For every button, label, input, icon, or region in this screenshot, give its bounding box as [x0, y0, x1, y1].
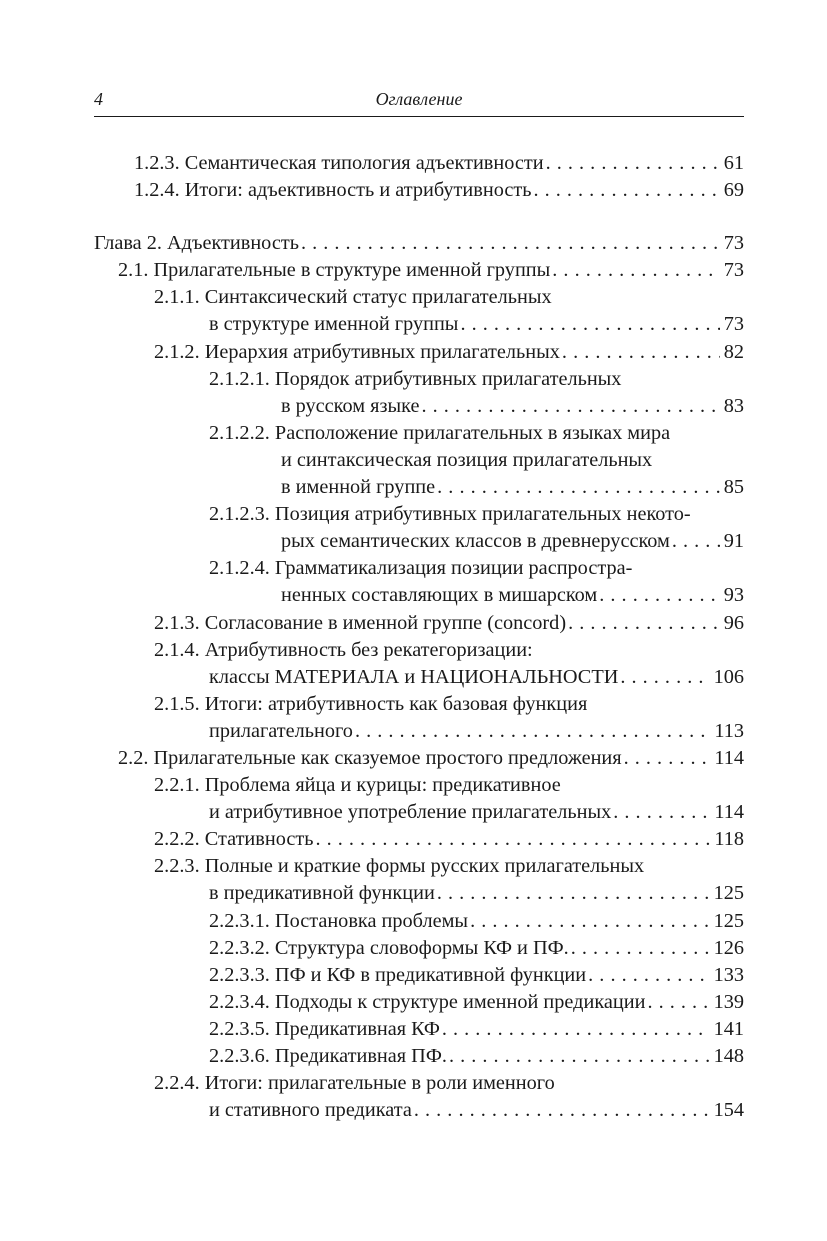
leader-dots	[531, 177, 719, 204]
leader-dots	[645, 989, 709, 1016]
toc-entry-title: в именной группе	[281, 476, 436, 499]
toc-entry-text	[281, 582, 597, 609]
toc-entry-title: Иерархия атрибутивных прилагательных	[204, 340, 560, 363]
toc-entry-title: в русском языке	[281, 394, 420, 417]
toc-entry	[94, 610, 744, 637]
leader-dots	[435, 474, 720, 501]
toc-entry-text	[209, 880, 435, 907]
toc-entry	[94, 826, 744, 853]
toc-page-number: 141	[713, 1017, 744, 1040]
toc-entry-title: Позиция атрибутивных прилагательных некото-	[274, 503, 691, 526]
toc-entry-title: Синтаксический статус прилагательных	[204, 286, 552, 309]
toc-page-number: 91	[723, 530, 744, 553]
toc-entry-title: Согласование в именной группе (concord)	[204, 611, 567, 634]
toc-page-number: 125	[713, 882, 744, 905]
toc-page-number: 73	[723, 313, 744, 336]
toc-entry-title: ненных составляющих в мишарском	[281, 584, 598, 607]
toc-entry	[94, 908, 744, 935]
toc-page-number: 83	[723, 394, 744, 417]
toc-entry-text	[209, 664, 618, 691]
toc-entry-number: 2.1.1.	[154, 286, 200, 309]
toc-entry-title: Адъективность	[167, 232, 299, 255]
toc-page-number: 114	[714, 801, 744, 824]
toc-entry-text	[209, 422, 670, 444]
toc-entry-text	[154, 610, 566, 637]
leader-dots	[618, 664, 709, 691]
leader-dots	[544, 150, 720, 177]
toc-page-number: 69	[723, 179, 744, 202]
toc-entry-number: 1.2.3.	[134, 152, 180, 174]
toc-entry-title: Итоги: атрибутивность как базовая функция	[204, 692, 588, 715]
leader-dots	[447, 1043, 710, 1070]
toc-entry-number: Глава 2.	[94, 232, 162, 255]
toc-entry-text	[209, 368, 621, 390]
toc-entry	[94, 501, 744, 555]
toc-entry-number: 2.1.2.2.	[209, 421, 270, 444]
toc-entry	[94, 691, 744, 745]
toc-entry	[94, 150, 744, 177]
toc-entry-number: 2.2.2.	[154, 828, 200, 851]
leader-dots	[597, 582, 719, 609]
leader-dots	[586, 962, 709, 989]
toc-page-number: 73	[723, 259, 744, 282]
leader-dots	[560, 339, 720, 366]
toc-page-number: 61	[723, 152, 744, 174]
toc-entry-number: 2.1.2.1.	[209, 367, 270, 390]
toc-entry-text	[154, 855, 644, 877]
toc-entry	[94, 257, 744, 284]
toc-page-number: 113	[714, 719, 744, 742]
toc-entry-title: Предикативная ПФ.	[274, 1045, 447, 1067]
toc-page-number: 133	[713, 963, 744, 986]
running-title: Оглавление	[375, 89, 463, 109]
leader-dots	[412, 1097, 710, 1124]
toc-entry-number: 2.1.	[118, 259, 149, 282]
toc-entry	[94, 555, 744, 609]
toc-page-number: 96	[723, 611, 744, 634]
toc-entry-title: и атрибутивное употребление прилагательных	[209, 801, 612, 824]
leader-dots	[419, 393, 719, 420]
toc-page-number: 114	[714, 746, 744, 769]
toc-entry-text	[209, 311, 458, 338]
toc-entry	[94, 1043, 744, 1070]
toc-entry	[94, 962, 744, 989]
toc-page-number: 154	[713, 1099, 744, 1122]
toc-entry-title: Грамматикализация позиции распростра-	[274, 557, 633, 580]
toc-entry-title: Прилагательные в структуре именной группы	[153, 259, 551, 282]
toc-entry-text	[154, 826, 313, 853]
toc-entry	[94, 745, 744, 772]
toc-entry-text	[209, 962, 586, 989]
leader-dots	[299, 230, 720, 257]
leader-dots	[566, 610, 720, 637]
toc-entry-text	[209, 503, 691, 525]
toc-entry	[94, 284, 744, 338]
toc-entry-title: и синтаксическая позиция прилагательных	[281, 448, 653, 471]
toc-entry-title: Стативность	[204, 828, 314, 851]
toc-entry-text	[118, 745, 622, 772]
toc-entry-text	[154, 774, 561, 796]
toc-entry-text	[281, 528, 670, 555]
toc-entry-title: ПФ и КФ в предикативной функции	[274, 963, 587, 986]
toc-entry-title: Итоги: адъективность и атрибутивность	[184, 179, 532, 202]
toc-entry-title: Предикативная КФ	[274, 1017, 440, 1040]
leader-dots	[550, 257, 719, 284]
toc-entry-title: Структура словоформы КФ и ПФ.	[274, 936, 569, 959]
leader-dots	[670, 528, 720, 555]
toc-page-number: 148	[713, 1045, 744, 1067]
toc-entry-number: 2.1.2.3.	[209, 503, 270, 526]
toc-entry-title: Постановка проблемы	[274, 909, 469, 932]
toc-entry-text	[209, 935, 569, 962]
toc-page-number: 139	[713, 990, 744, 1013]
toc-page-number: 93	[723, 584, 744, 607]
toc-entry-title: Полные и краткие формы русских прилагательных	[204, 855, 645, 878]
toc-entry-text	[209, 908, 468, 935]
toc-entry	[94, 420, 744, 501]
toc-entry-title: Прилагательные как сказуемое простого предложения	[153, 746, 622, 769]
toc-entry	[94, 230, 744, 257]
toc-entry	[94, 1070, 744, 1124]
toc-page-number: 126	[713, 936, 744, 959]
leader-dots	[622, 745, 711, 772]
toc-page-number: 118	[714, 828, 744, 851]
leader-dots	[468, 908, 710, 935]
leader-dots	[353, 718, 710, 745]
toc-entry-text	[281, 393, 419, 420]
toc-page-number: 82	[723, 340, 744, 363]
toc-page-number: 106	[713, 665, 744, 688]
toc-entry-number: 2.1.5.	[154, 692, 200, 715]
toc-entry-text	[154, 339, 560, 366]
leader-dots	[569, 935, 710, 962]
toc-entry-number: 2.2.1.	[154, 774, 200, 797]
toc-entry-title: Атрибутивность без рекатегоризации:	[204, 638, 533, 661]
toc-entry-title: Расположение прилагательных в языках мира	[274, 421, 671, 444]
toc-entry-text	[154, 1072, 555, 1094]
toc-entry-title: Порядок атрибутивных прилагательных	[274, 367, 622, 390]
toc-entry-title: классы МАТЕРИАЛА и НАЦИОНАЛЬНОСТИ	[209, 665, 619, 688]
toc-entry-title: в структуре именной группы	[209, 313, 459, 336]
toc-entry-text	[154, 693, 587, 715]
toc-entry-text	[209, 1016, 440, 1043]
page-number: 4	[94, 89, 103, 109]
toc-entry-title: Итоги: прилагательные в роли именного	[204, 1072, 555, 1095]
leader-dots	[313, 826, 710, 853]
toc-entry-number: 2.1.2.	[154, 340, 200, 363]
toc-entry-number: 2.2.3.	[154, 855, 200, 878]
toc-entry-number: 2.2.	[118, 746, 149, 769]
toc-entry	[94, 177, 744, 204]
toc-entry-number: 2.2.3.1.	[209, 909, 270, 932]
toc-entry-title: Подходы к структуре именной предикации	[274, 990, 646, 1013]
toc-entry-text	[154, 286, 552, 308]
toc-entry	[94, 853, 744, 907]
toc-entry-text	[209, 989, 645, 1016]
toc-entry-text	[154, 639, 533, 661]
toc-entry	[94, 935, 744, 962]
toc-entry-number: 2.2.3.3.	[209, 963, 270, 986]
toc-entry-text	[209, 1097, 412, 1124]
toc-entry-number: 2.2.3.5.	[209, 1017, 270, 1040]
toc-entry-text	[209, 1043, 447, 1070]
toc-entry-text	[118, 257, 550, 284]
toc-entry	[94, 772, 744, 826]
leader-dots	[440, 1016, 710, 1043]
toc-entry-title: Семантическая типология адъективности	[184, 152, 544, 174]
toc-entry	[94, 366, 744, 420]
toc-entry-title: Проблема яйца и курицы: предикативное	[204, 774, 561, 797]
toc-page-number: 73	[723, 232, 744, 255]
toc-entry-text	[94, 230, 299, 257]
toc-entry-number: 2.2.3.4.	[209, 990, 270, 1013]
toc-entry-number: 2.2.3.2.	[209, 936, 270, 959]
toc-entry	[94, 989, 744, 1016]
toc-entry-number: 2.1.3.	[154, 611, 200, 634]
toc-entry-number: 2.1.2.4.	[209, 557, 270, 580]
toc-entry	[94, 1016, 744, 1043]
toc-entry-number: 1.2.4.	[134, 179, 180, 202]
table-of-contents	[94, 150, 744, 1124]
leader-dots	[611, 799, 710, 826]
toc-entry-text	[209, 799, 611, 826]
toc-entry-text	[134, 150, 544, 177]
toc-entry	[94, 637, 744, 691]
toc-entry-text	[134, 177, 531, 204]
toc-entry-title: в предикативной функции	[209, 882, 435, 905]
toc-entry	[94, 339, 744, 366]
toc-entry-number: 2.2.3.6.	[209, 1045, 270, 1067]
toc-entry-title: рых семантических классов в древнерусском	[281, 530, 670, 553]
leader-dots	[435, 880, 710, 907]
toc-entry-title: прилагательного	[209, 719, 353, 742]
toc-page-number: 125	[713, 909, 744, 932]
toc-entry-text	[209, 718, 353, 745]
toc-page-number: 85	[723, 476, 744, 499]
toc-entry-number: 2.1.4.	[154, 638, 200, 661]
toc-entry-text	[209, 557, 632, 579]
toc-entry-title: и стативного предиката	[209, 1099, 412, 1122]
toc-entry-text	[281, 449, 652, 471]
running-header	[94, 88, 744, 117]
toc-entry-text	[281, 474, 435, 501]
toc-entry-number: 2.2.4.	[154, 1072, 200, 1095]
leader-dots	[458, 311, 719, 338]
